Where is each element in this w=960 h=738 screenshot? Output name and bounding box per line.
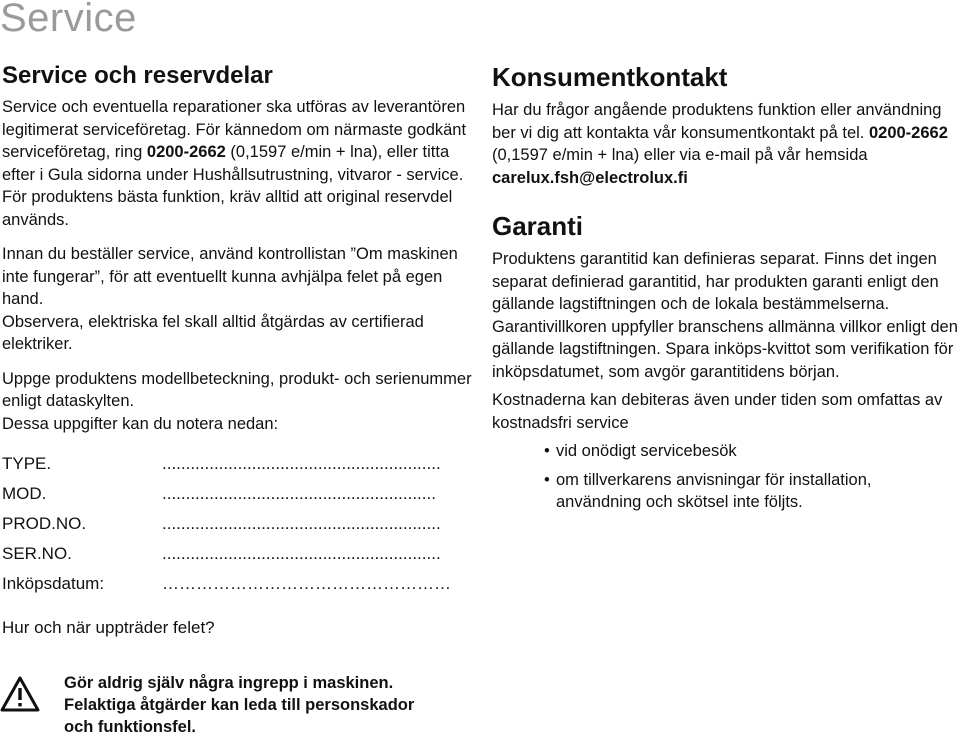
form-fill-line: ...........................................................: [162, 544, 441, 563]
service-para-5: Dessa uppgifter kan du notera nedan:: [2, 414, 279, 433]
konsument-text-a: Har du frågor angående produktens funktion eller användning ber vi dig att kontakta vår konsumentkontakt på tel.: [492, 101, 942, 142]
warning-line-3: och funktionsfel.: [64, 718, 196, 736]
form-row-mod: [2, 479, 472, 509]
service-para-2: Innan du beställer service, använd kontrollistan ”Om maskinen inte fungerar”, för att eventuellt kunna avhjälpa felet på egen hand.: [2, 245, 458, 308]
garanti-para-2: Kostnaderna kan debiteras även under tiden som omfattas av kostnadsfri service: [492, 391, 943, 432]
garanti-heading: Garanti: [492, 211, 584, 241]
form-label: Inköpsdatum:: [2, 574, 105, 593]
service-para-1-text-b: (0,1597 e/min + lna), eller titta efter i Gula sidorna under Hushållsutrustning, vitvaror - service. För produktens bästa funktion, kräv alltid att original reservdel används.: [2, 143, 464, 229]
page-title: Service: [0, 0, 137, 40]
service-para-4: Uppge produktens modellbeteckning, produkt- och serienummer enligt dataskylten.: [2, 369, 472, 410]
garanti-bullet-list: [492, 440, 958, 514]
form-fill-line: ...........................................................: [162, 514, 441, 533]
form-fill-line: ...........................................................: [162, 454, 441, 473]
konsument-text-b: (0,1597 e/min + lna) eller via e-mail på vår hemsida: [492, 146, 868, 164]
service-para-1: [2, 96, 472, 231]
list-item: • om tillverkarens anvisningar för installation, användning och skötsel inte följts.: [544, 469, 958, 514]
form-fill-line: ..........................................................: [162, 484, 436, 503]
konsument-text: [492, 99, 958, 189]
warning-line-2: Felaktiga åtgärder kan leda till personskador: [64, 696, 415, 714]
form-row-type: [2, 449, 472, 479]
form-label: TYPE.: [2, 454, 52, 473]
konsument-heading: Konsumentkontakt: [492, 62, 728, 92]
warning-triangle-icon: [0, 676, 40, 712]
konsument-section: [492, 62, 958, 520]
warning-box: [0, 672, 960, 738]
product-info-form: [2, 449, 472, 599]
form-label: MOD.: [2, 484, 47, 503]
service-heading: Service och reservdelar: [2, 62, 273, 89]
garanti-para-1: Produktens garantitid kan definieras separat. Finns det ingen separat definierad garantitid, har produkten garanti enligt den gällande lagstiftningen och de lokala bestämmelserna. Garantivillkoren uppfyller branschens allmänna villkor enligt den gällande lagstiftningen. Spara inköps-kvittot som verifikation för inköpsdatumet, som avgör garantitidens början.: [492, 250, 958, 381]
form-row-ser-no: [2, 539, 472, 569]
form-fill-line: ……………………………………………: [162, 574, 451, 593]
warning-text: [64, 672, 414, 738]
form-label: PROD.NO.: [2, 514, 87, 533]
service-phone: 0200-2662: [146, 143, 226, 161]
service-section: [2, 62, 472, 599]
form-row-purchase-date: [2, 569, 472, 599]
form-label: SER.NO.: [2, 544, 72, 563]
fault-question: Hur och när uppträder felet?: [2, 618, 215, 637]
form-row-prod-no: [2, 509, 472, 539]
warning-line-1: Gör aldrig själv några ingrepp i maskinen.: [64, 674, 394, 692]
service-para-1-text-a: Service och eventuella reparationer ska utföras av leverantören legitimerat serviceföretag. För kännedom om närmaste godkänt serviceföretag, ring: [2, 98, 467, 161]
konsument-email: carelux.fsh@electrolux.fi: [492, 168, 688, 187]
list-item: • vid onödigt servicebesök: [544, 440, 958, 463]
konsument-phone: 0200-2662: [868, 123, 948, 142]
service-para-3: Observera, elektriska fel skall alltid åtgärdas av certifierad elektriker.: [2, 312, 424, 353]
